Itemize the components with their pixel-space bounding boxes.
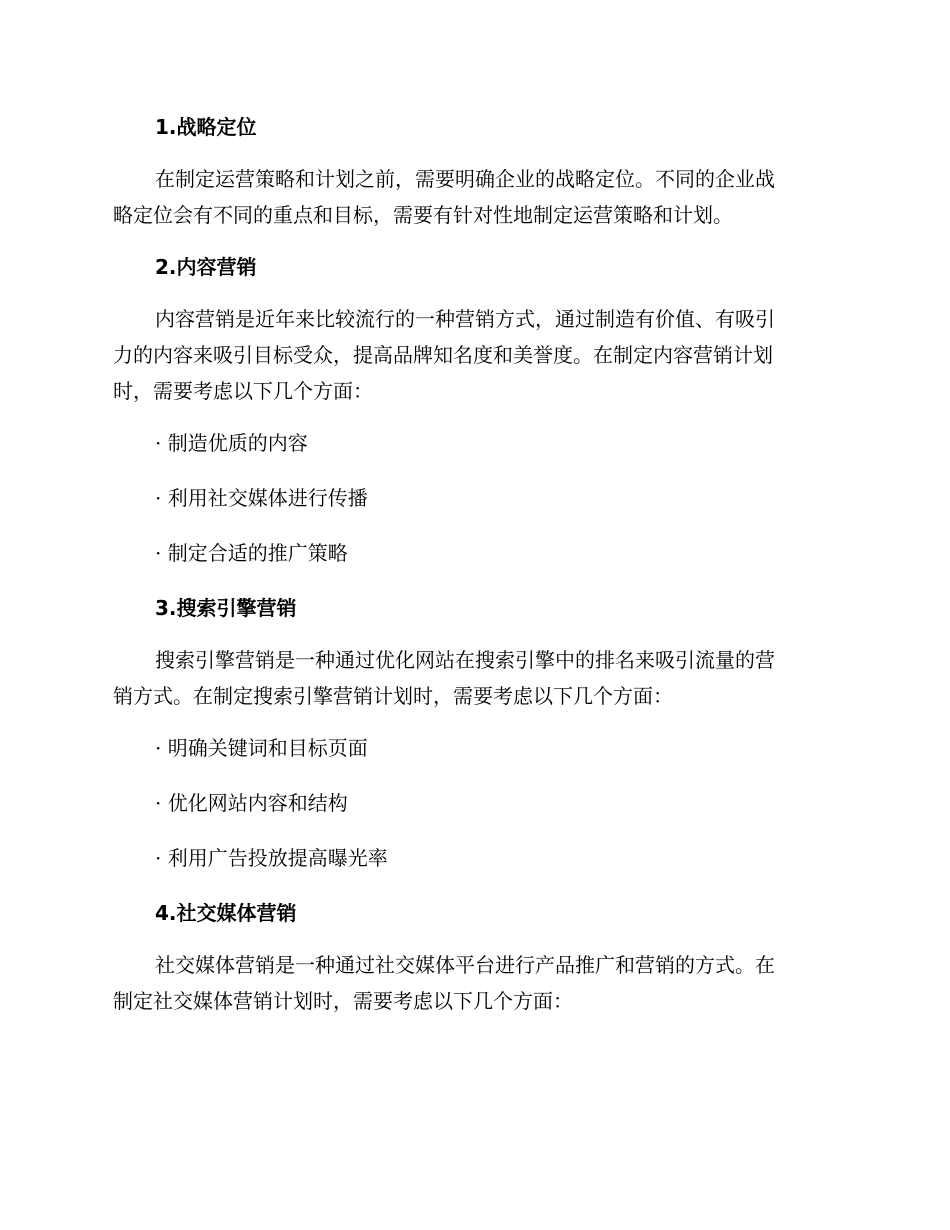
paragraph-line: 社交媒体营销是一种通过社交媒体平台进行产品推广和营销的方式。在 bbox=[155, 953, 775, 977]
paragraph-line: 时，需要考虑以下几个方面： bbox=[113, 379, 373, 403]
section-heading: 3.搜索引擎营销 bbox=[155, 596, 297, 620]
bullet-item: · 明确关键词和目标页面 bbox=[155, 736, 368, 760]
paragraph-line: 在制定运营策略和计划之前，需要明确企业的战略定位。不同的企业战 bbox=[155, 167, 775, 191]
bullet-item: · 利用社交媒体进行传播 bbox=[155, 486, 368, 510]
bullet-item: · 利用广告投放提高曝光率 bbox=[155, 846, 388, 870]
bullet-item: · 制造优质的内容 bbox=[155, 431, 308, 455]
section-heading: 1.战略定位 bbox=[155, 115, 257, 139]
bullet-item: · 优化网站内容和结构 bbox=[155, 791, 348, 815]
section-heading: 4.社交媒体营销 bbox=[155, 901, 297, 925]
section-paragraph bbox=[113, 947, 831, 1019]
paragraph-line: 制定社交媒体营销计划时，需要考虑以下几个方面： bbox=[113, 989, 573, 1013]
paragraph-line: 内容营销是近年来比较流行的一种营销方式，通过制造有价值、有吸引 bbox=[155, 307, 775, 331]
section-paragraph bbox=[113, 301, 831, 409]
bullet-item: · 制定合适的推广策略 bbox=[155, 541, 348, 565]
paragraph-line: 力的内容来吸引目标受众，提高品牌知名度和美誉度。在制定内容营销计划 bbox=[113, 343, 773, 367]
paragraph-line: 搜索引擎营销是一种通过优化网站在搜索引擎中的排名来吸引流量的营 bbox=[155, 648, 775, 672]
document-body bbox=[113, 109, 831, 1035]
section-paragraph bbox=[113, 161, 831, 233]
paragraph-line: 略定位会有不同的重点和目标，需要有针对性地制定运营策略和计划。 bbox=[113, 203, 733, 227]
paragraph-line: 销方式。在制定搜索引擎营销计划时，需要考虑以下几个方面： bbox=[113, 684, 673, 708]
section-paragraph bbox=[113, 642, 831, 714]
section-heading: 2.内容营销 bbox=[155, 255, 257, 279]
